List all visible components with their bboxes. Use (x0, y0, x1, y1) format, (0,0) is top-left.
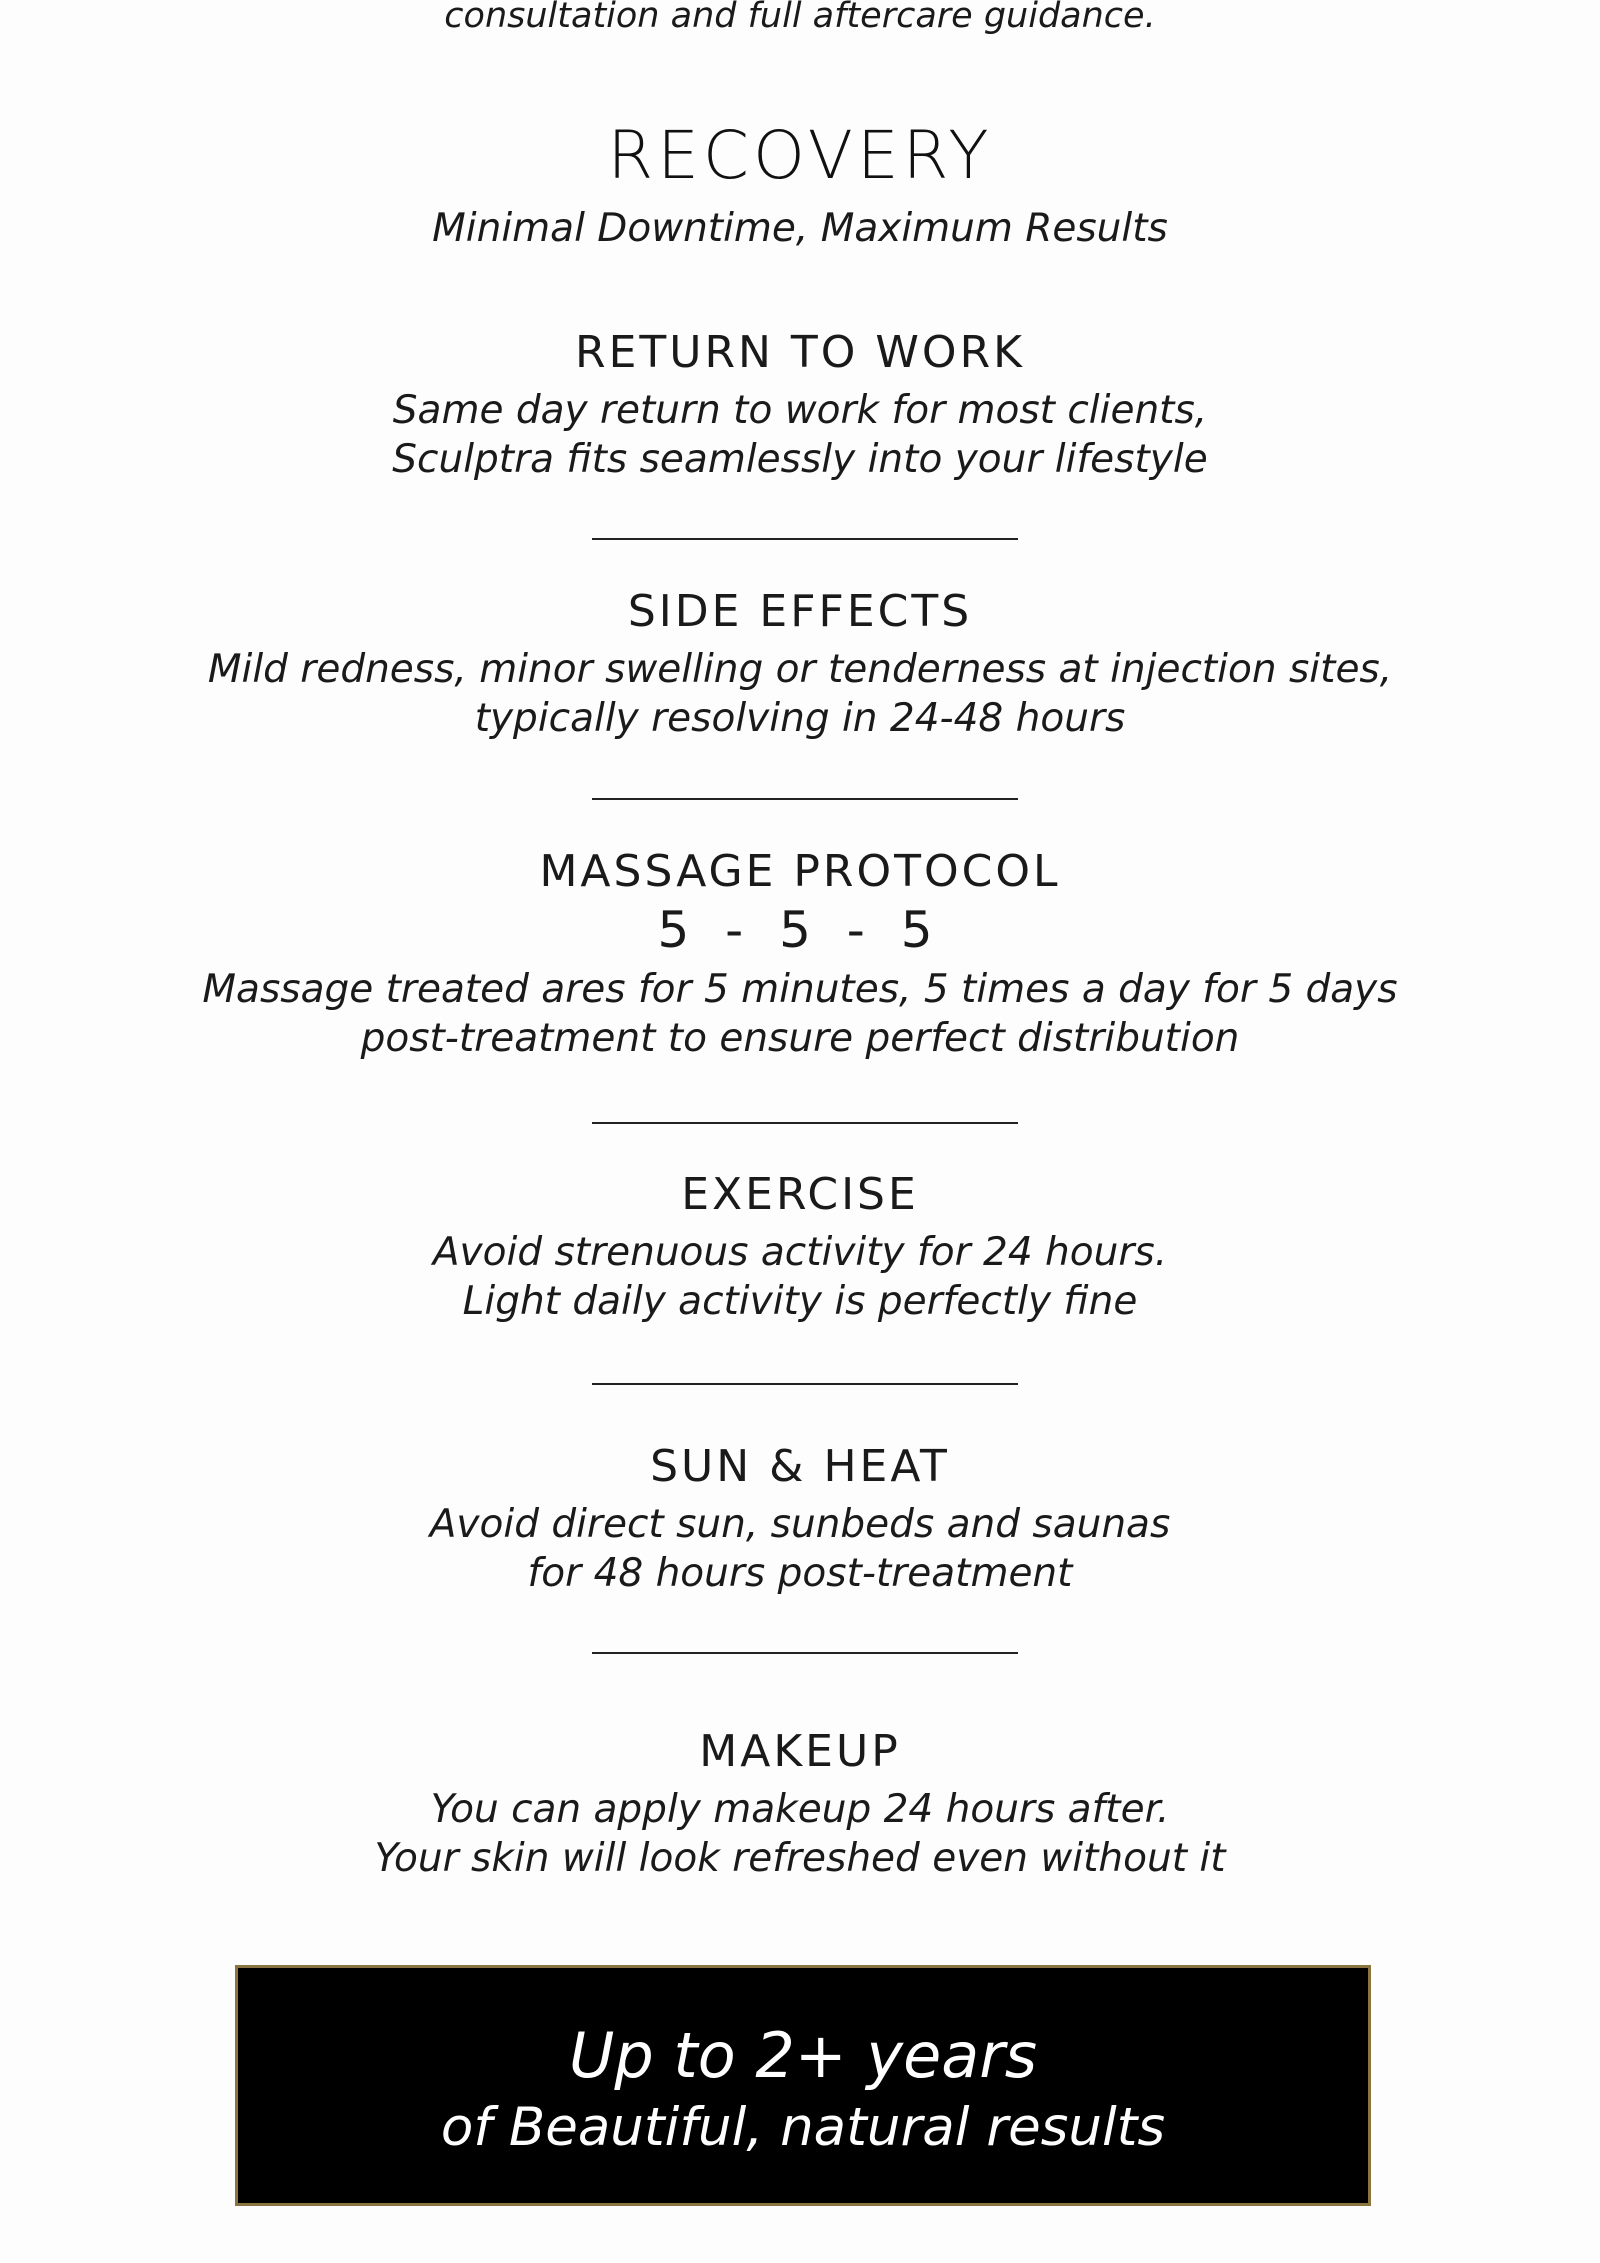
section-sun-heat (0, 1440, 1600, 1598)
section-heading: SIDE EFFECTS (627, 586, 973, 637)
section-body (0, 1228, 1600, 1326)
section-massage-protocol (0, 845, 1600, 1063)
section-body (0, 965, 1600, 1063)
section-body (0, 386, 1600, 484)
section-divider (592, 1122, 1018, 1124)
section-heading: MASSAGE PROTOCOL (539, 846, 1061, 897)
results-banner (235, 1965, 1371, 2206)
massage-protocol-code: 5 - 5 - 5 (657, 901, 943, 959)
section-heading: RETURN TO WORK (575, 327, 1025, 378)
section-body-line: You can apply makeup 24 hours after. (430, 1787, 1170, 1832)
section-body-line: post-treatment to ensure perfect distribution (360, 1016, 1240, 1061)
section-divider (592, 798, 1018, 800)
section-body (0, 1500, 1600, 1598)
section-body (0, 1785, 1600, 1883)
intro-text: consultation and full aftercare guidance. (444, 0, 1156, 36)
banner-subline: of Beautiful, natural results (440, 2097, 1166, 2158)
banner-headline: Up to 2+ years (568, 2019, 1038, 2092)
page-subtitle: Minimal Downtime, Maximum Results (432, 206, 1168, 251)
page-title: RECOVERY (607, 117, 993, 194)
section-body-line: Avoid direct sun, sunbeds and saunas (429, 1502, 1171, 1547)
section-return-to-work (0, 326, 1600, 484)
section-body-line: Avoid strenuous activity for 24 hours. (432, 1230, 1168, 1275)
section-body-line: Sculptra fits seamlessly into your lifestyle (392, 437, 1208, 482)
section-body (0, 645, 1600, 743)
section-divider (592, 1652, 1018, 1654)
section-body-line: Massage treated ares for 5 minutes, 5 times a day for 5 days (202, 967, 1398, 1012)
section-body-line: Same day return to work for most clients, (392, 388, 1208, 433)
section-divider (592, 1383, 1018, 1385)
section-body-line: for 48 hours post-treatment (527, 1551, 1073, 1596)
section-body-line: Light daily activity is perfectly fine (462, 1279, 1138, 1324)
section-heading: EXERCISE (681, 1169, 919, 1220)
section-heading: SUN & HEAT (650, 1441, 950, 1492)
section-body-line: Your skin will look refreshed even without it (374, 1836, 1226, 1881)
section-divider (592, 538, 1018, 540)
section-exercise (0, 1168, 1600, 1326)
section-body-line: Mild redness, minor swelling or tenderness at injection sites, (207, 647, 1393, 692)
section-side-effects (0, 585, 1600, 743)
section-heading: MAKEUP (699, 1726, 901, 1777)
section-makeup (0, 1725, 1600, 1883)
section-body-line: typically resolving in 24-48 hours (474, 696, 1126, 741)
